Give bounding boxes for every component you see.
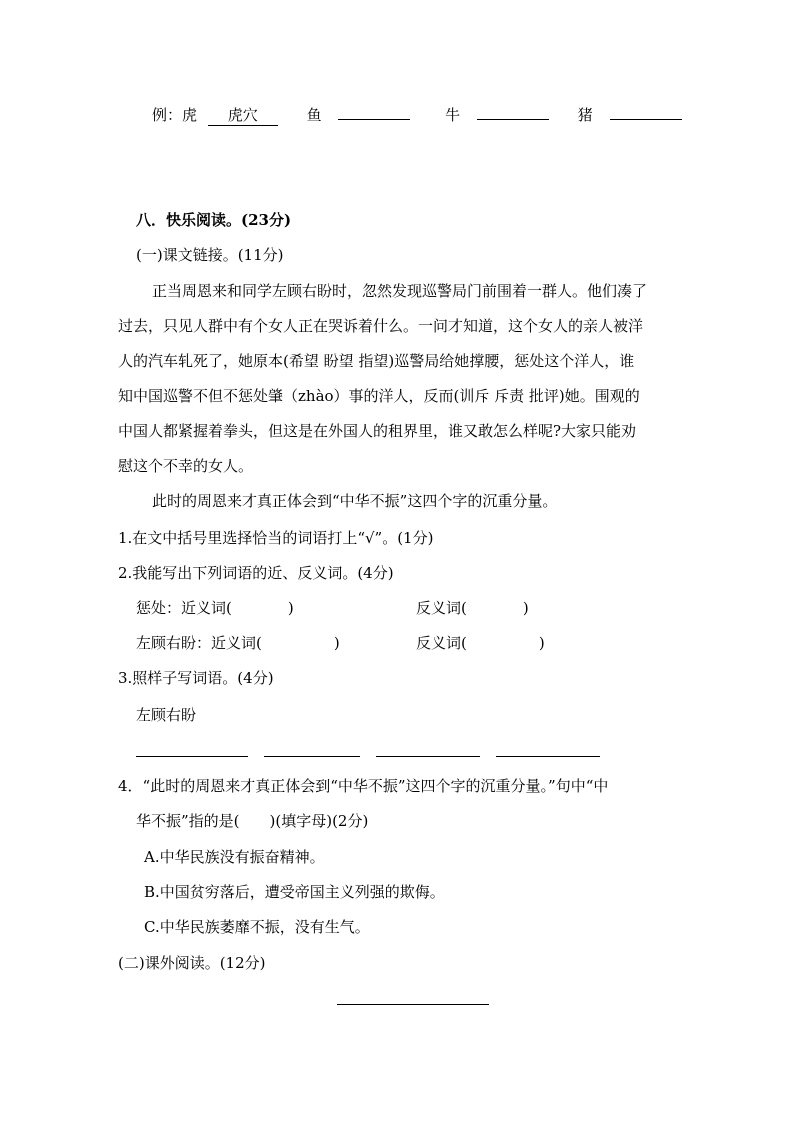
example-item-1: 鱼 (306, 106, 322, 124)
question-1: 1.在文中括号里选择恰当的词语打上“√”。(1分) (118, 529, 434, 547)
q2-row2-right: 反义词( ) (416, 634, 545, 652)
example-row (152, 105, 682, 126)
answer-line-4[interactable] (496, 756, 600, 757)
option-a: A.中华民族没有振奋精神。 (144, 848, 325, 866)
title-answer-line[interactable] (337, 1004, 489, 1005)
answer-blank-3[interactable] (610, 105, 682, 120)
passage-line: 正当周恩来和同学左顾右盼时，忽然发现巡警局门前围着一群人。他们凑了 (152, 282, 648, 300)
passage-line: 过去，只见人群中有个女人正在哭诉着什么。一问才知道，这个女人的亲人被洋 (118, 317, 644, 335)
question-3: 3.照样子写词语。(4分) (118, 669, 274, 687)
question-4-line1: 4．“此时的周恩来才真正体会到“中华不振”这四个字的沉重分量。”句中“中 (118, 777, 609, 795)
example-item-2: 牛 (445, 106, 461, 124)
part1-title: (一)课文链接。(11分) (136, 246, 284, 264)
option-b: B.中国贫穷落后，遭受帝国主义列强的欺侮。 (144, 883, 445, 901)
passage-line: 中国人都紧握着拳头，但这是在外国人的租界里，谁又敢怎么样呢?大家只能劝 (118, 422, 637, 440)
part2-title: (二)课外阅读。(12分) (118, 954, 266, 972)
section-title: 八．快乐阅读。(23分) (136, 211, 292, 229)
answer-line-1[interactable] (136, 756, 248, 757)
example-prefix: 例：虎 (152, 106, 198, 124)
question-4-line2: 华不振”指的是( )(填字母)(2分) (136, 812, 369, 830)
q2-row2-left: 左顾右盼：近义词( ) (136, 634, 340, 652)
example-answer: 虎穴 (208, 105, 278, 126)
answer-blank-2[interactable] (477, 105, 549, 120)
passage-line: 此时的周恩来才真正体会到“中华不振”这四个字的沉重分量。 (152, 492, 558, 510)
q3-example: 左顾右盼 (136, 706, 197, 724)
answer-blank-1[interactable] (338, 105, 410, 120)
q2-row1-right: 反义词( ) (416, 599, 529, 617)
option-c: C.中华民族萎靡不振，没有生气。 (144, 918, 370, 936)
q2-row1-left: 惩处：近义词( ) (136, 599, 294, 617)
passage-line: 知中国巡警不但不惩处肇（zhào）事的洋人，反而(训斥 斥责 批评)她。围观的 (118, 387, 640, 405)
answer-line-2[interactable] (264, 756, 360, 757)
passage-line: 慰这个不幸的女人。 (118, 457, 254, 475)
passage-line: 人的汽车轧死了，她原本(希望 盼望 指望)巡警局给她撑腰，惩处这个洋人，谁 (118, 352, 635, 370)
answer-line-3[interactable] (376, 756, 480, 757)
example-item-3: 猪 (577, 106, 593, 124)
question-2: 2.我能写出下列词语的近、反义词。(4分) (118, 564, 394, 582)
passage (118, 274, 676, 519)
